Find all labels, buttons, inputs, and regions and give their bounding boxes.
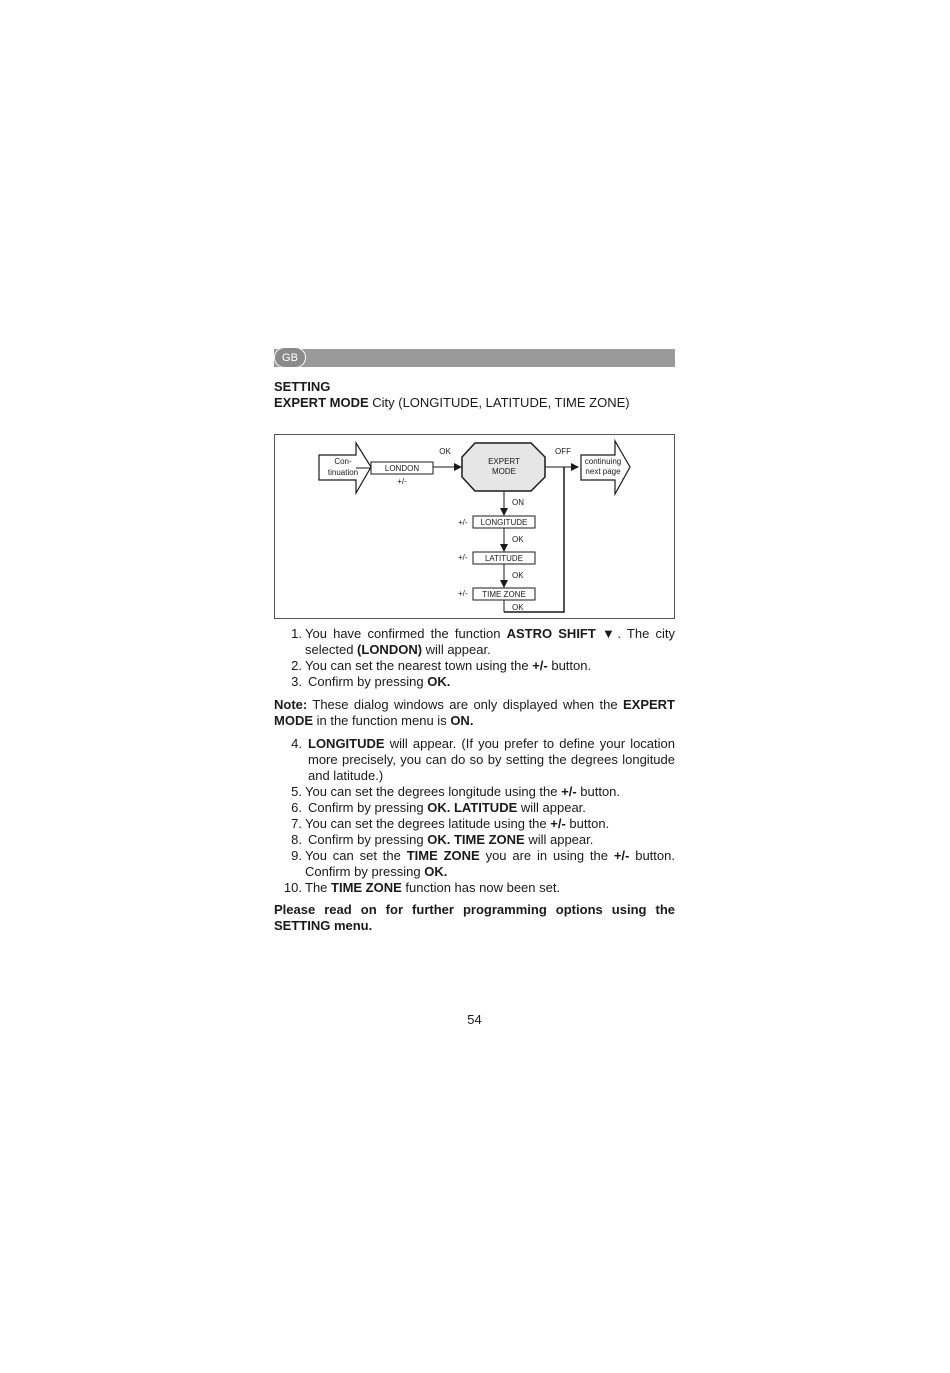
list-item: 9. You can set the TIME ZONE you are in using the +/- button. Confirm by pressing OK. xyxy=(274,848,675,880)
london-plusminus: +/- xyxy=(397,477,407,486)
step-number: 3. xyxy=(291,674,302,689)
longitude-plusminus: +/- xyxy=(458,518,468,527)
language-badge: GB xyxy=(274,347,306,368)
section-subtitle-rest: City (LONGITUDE, LATITUDE, TIME ZONE) xyxy=(368,395,630,410)
note-paragraph: Note: These dialog windows are only displayed when the EXPERT MODE in the function menu is ON. xyxy=(274,697,675,728)
start-label-line1: Con- xyxy=(334,457,352,466)
list-item: 7. You can set the degrees latitude using the +/- button. xyxy=(274,816,675,832)
ok-label-1: OK xyxy=(512,535,524,544)
timezone-label: TIME ZONE xyxy=(482,590,526,599)
london-label: LONDON xyxy=(384,464,420,473)
ok-label-3: OK xyxy=(512,603,524,612)
off-label: OFF xyxy=(555,447,571,456)
header-bar xyxy=(274,349,675,367)
step-number: 8. xyxy=(291,832,302,847)
timezone-plusminus: +/- xyxy=(458,589,468,598)
list-item: 6. Confirm by pressing OK. LATITUDE will appear. xyxy=(274,800,675,816)
step-number: 7. xyxy=(291,816,302,831)
page-number: 54 xyxy=(467,1012,482,1027)
step-number: 10. xyxy=(283,880,302,895)
list-item: 10. The TIME ZONE function has now been set. xyxy=(274,880,675,896)
expert-label-line1: EXPERT xyxy=(488,457,520,466)
closing-paragraph: Please read on for further programming options using the SETTING menu. xyxy=(274,902,675,933)
expert-label-line2: MODE xyxy=(492,467,516,476)
flow-diagram xyxy=(274,434,675,619)
list-item: 4. LONGITUDE will appear. (If you prefer to define your location more precisely, you can do so by setting the degrees longitude and latitude.) xyxy=(274,736,675,784)
longitude-label: LONGITUDE xyxy=(480,518,528,527)
section-heading xyxy=(274,379,675,411)
on-label: ON xyxy=(512,498,524,507)
latitude-label: LATITUDE xyxy=(484,554,524,563)
list-item: 1. You have confirmed the function ASTRO SHIFT ▼. The city selected (LONDON) will appear. xyxy=(274,626,675,658)
step-number: 5. xyxy=(291,784,302,799)
step-number: 4. xyxy=(291,736,302,751)
step-number: 6. xyxy=(291,800,302,815)
list-item: 5. You can set the degrees longitude using the +/- button. xyxy=(274,784,675,800)
step-number: 1. xyxy=(291,626,302,641)
list-item: 8. Confirm by pressing OK. TIME ZONE will appear. xyxy=(274,832,675,848)
end-label-line1: continuing xyxy=(584,457,622,466)
steps-list-b xyxy=(274,736,675,896)
ok-label-2: OK xyxy=(512,571,524,580)
latitude-plusminus: +/- xyxy=(458,553,468,562)
end-label-line2: next page xyxy=(585,467,621,476)
start-label-line2: tinuation xyxy=(327,468,359,477)
section-title: SETTING xyxy=(274,379,331,394)
section-subtitle-bold: EXPERT MODE xyxy=(274,395,369,410)
list-item: 2. You can set the nearest town using the +/- button. xyxy=(274,658,675,674)
ok-top-label: OK xyxy=(439,447,451,456)
step-number: 2. xyxy=(291,658,302,673)
step-number: 9. xyxy=(291,848,302,863)
list-item: 3. Confirm by pressing OK. xyxy=(274,674,675,690)
steps-list-a xyxy=(274,626,675,690)
